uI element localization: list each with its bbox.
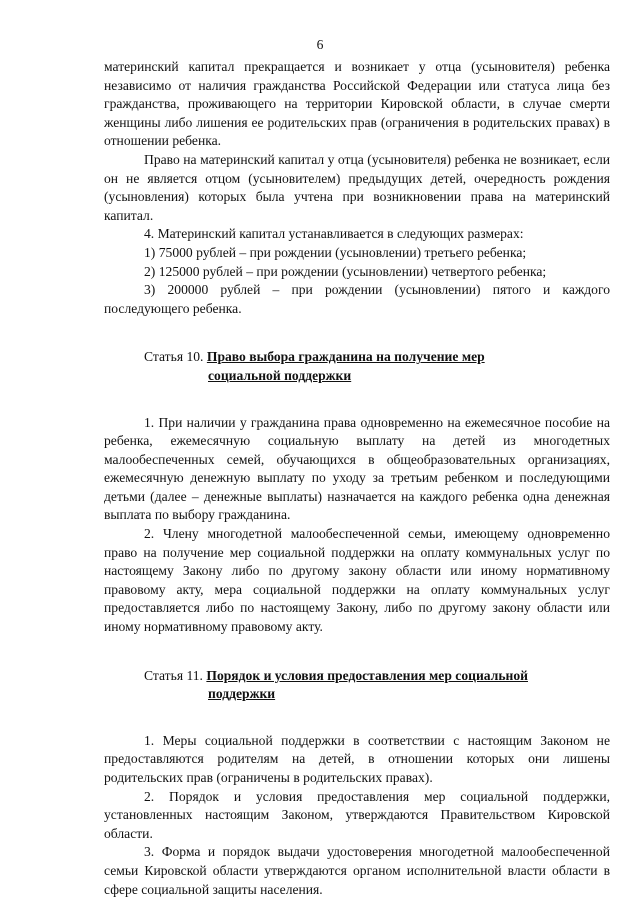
paragraph: 2. Порядок и условия предоставления мер социальной поддержки, установленных настоящим Законом, утверждаются Правительством Кировской области.	[104, 788, 610, 841]
document-body	[104, 58, 610, 899]
paragraph: материнский капитал прекращается и возникает у отца (усыновителя) ребенка независимо от наличия гражданства Российской Федерации или статуса лица без гражданства, проживающего на территории Кировской области, в случае смерти женщины либо лишения ее родительских прав (ограничения в родительских правах) в отношении ребенка.	[104, 59, 610, 149]
page-number: 6	[316, 37, 324, 52]
paragraph: 1. При наличии у гражданина права одновременно на ежемесячное пособие на ребенка, ежемесячную социальную выплату на детей из многодетных малообеспеченных семей, обучающихся в общеобразовательных организациях, ежемесячную денежную выплату по уходу за третьим ребенком и последующими детьми (далее – денежные выплаты) назначается на каждого ребенка одна денежная выплата по выбору гражданина.	[104, 414, 610, 523]
article-title: поддержки	[208, 686, 276, 702]
article-title: Порядок и условия предоставления мер социальной	[206, 667, 528, 683]
article-title: Право выбора гражданина на получение мер	[206, 349, 485, 365]
paragraph: Право на материнский капитал у отца (усыновителя) ребенка не возникает, если он не является отцом (усыновителем) предыдущих детей, очередность рождения (усыновления) которых была учтена при возникновении права на материнский капитал.	[104, 151, 610, 223]
list-item: 1) 75000 рублей – при рождении (усыновлении) третьего ребенка;	[144, 244, 527, 260]
paragraph: 1. Меры социальной поддержки в соответствии с настоящим Законом не предоставляются родителям на детей, в отношении которых они лишены родительских прав (ограничены в родительских правах).	[104, 732, 610, 785]
list-item: 2) 125000 рублей – при рождении (усыновлении) четвертого ребенка;	[144, 263, 547, 279]
article-10-heading	[104, 348, 610, 385]
list-item: 3) 200000 рублей – при рождении (усыновлении) пятого и каждого последующего ребенка.	[104, 282, 610, 316]
paragraph: 2. Члену многодетной малообеспеченной семьи, имеющему одновременно право на получение мер социальной поддержки на оплату коммунальных услуг по настоящему Закону либо по другому закону области или иному нормативному правовому акту, мера социальной поддержки на оплату коммунальных услуг предоставляется либо по настоящему Закону, либо по другому закону области или иному нормативному правовому акту.	[104, 526, 610, 635]
article-label: Статья 10.	[144, 349, 204, 365]
paragraph: 3. Форма и порядок выдачи удостоверения многодетной малообеспеченной семьи Кировской области утверждаются органом исполнительной власти области в сфере социальной защиты населения.	[104, 844, 610, 897]
paragraph: 4. Материнский капитал устанавливается в следующих размерах:	[144, 226, 524, 242]
article-label: Статья 11.	[144, 667, 203, 683]
article-title: социальной поддержки	[208, 367, 352, 383]
article-11-heading	[104, 667, 610, 704]
